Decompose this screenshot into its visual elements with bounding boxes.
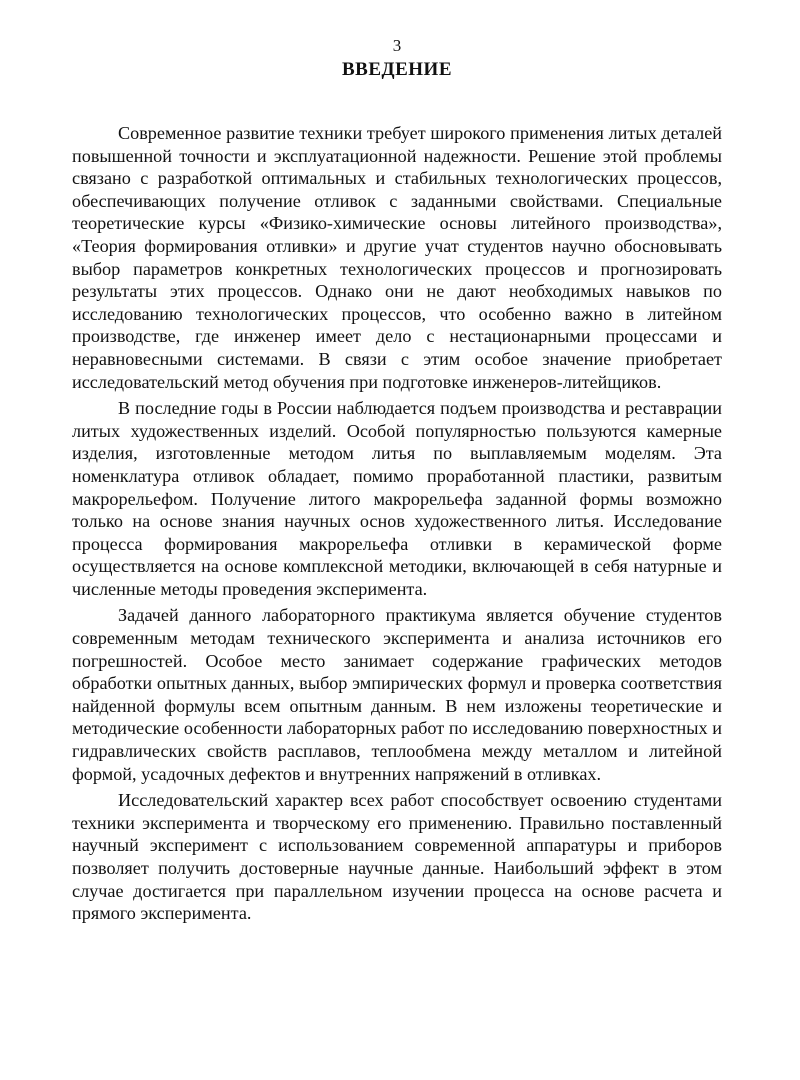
document-page bbox=[72, 36, 722, 929]
page-number: 3 bbox=[392, 36, 402, 55]
paragraph-3: Задачей данного лабораторного практикума является обучение студентов современным методам технического эксперимента и анализа источников его погрешностей. Особое место занимает содержание графических методов обработки опытных данных, выбор эмпирических формул и проверка соответствия найденной формулы всем опытным данным. В нем изложены теоретические и методические особенности лабораторных работ по исследованию поверхностных и гидравлических свойств расплавов, теплообмена между металлом и литейной формой, усадочных дефектов и внутренних напряжений в отливках. bbox=[72, 605, 722, 784]
section-title: ВВЕДЕНИЕ bbox=[342, 59, 452, 80]
paragraph-1: Современное развитие техники требует широкого применения литых деталей повышенной точности и эксплуатационной надежности. Решение этой проблемы связано с разработкой оптимальных и стабильных технологических процессов, обеспечивающих получение отливок с заданными свойствами. Специальные теоретические курсы «Физико-химические основы литейного производства», «Теория формирования отливки» и другие учат студентов научно обосновывать выбор параметров конкретных технологических процессов и прогнозировать результаты этих процессов. Однако они не дают необходимых навыков по исследованию технологических процессов, что особенно важно в литейном производстве, где инженер имеет дело с нестационарными процессами и неравновесными системами. В связи с этим особое значение приобретает исследовательский метод обучения при подготовке инженеров-литейщиков. bbox=[72, 123, 722, 392]
paragraph-2: В последние годы в России наблюдается подъем производства и реставрации литых художественных изделий. Особой популярностью пользуются камерные изделия, изготовленные методом литья по выплавляемым моделям. Эта номенклатура отливок обладает, помимо проработанной пластики, развитым макрорельефом. Получение литого макрорельефа заданной формы возможно только на основе знания научных основ художественного литья. Исследование процесса формирования макрорельефа отливки в керамической форме осуществляется на основе комплексной методики, включающей в себя натурные и численные методы проведения эксперимента. bbox=[72, 398, 722, 599]
paragraph-4: Исследовательский характер всех работ способствует освоению студентами техники эксперимента и творческому его применению. Правильно поставленный научный эксперимент с использованием современной аппаратуры и приборов позволяет получить достоверные научные данные. Наибольший эффект в этом случае достигается при параллельном изучении процесса на основе расчета и прямого эксперимента. bbox=[72, 790, 722, 924]
